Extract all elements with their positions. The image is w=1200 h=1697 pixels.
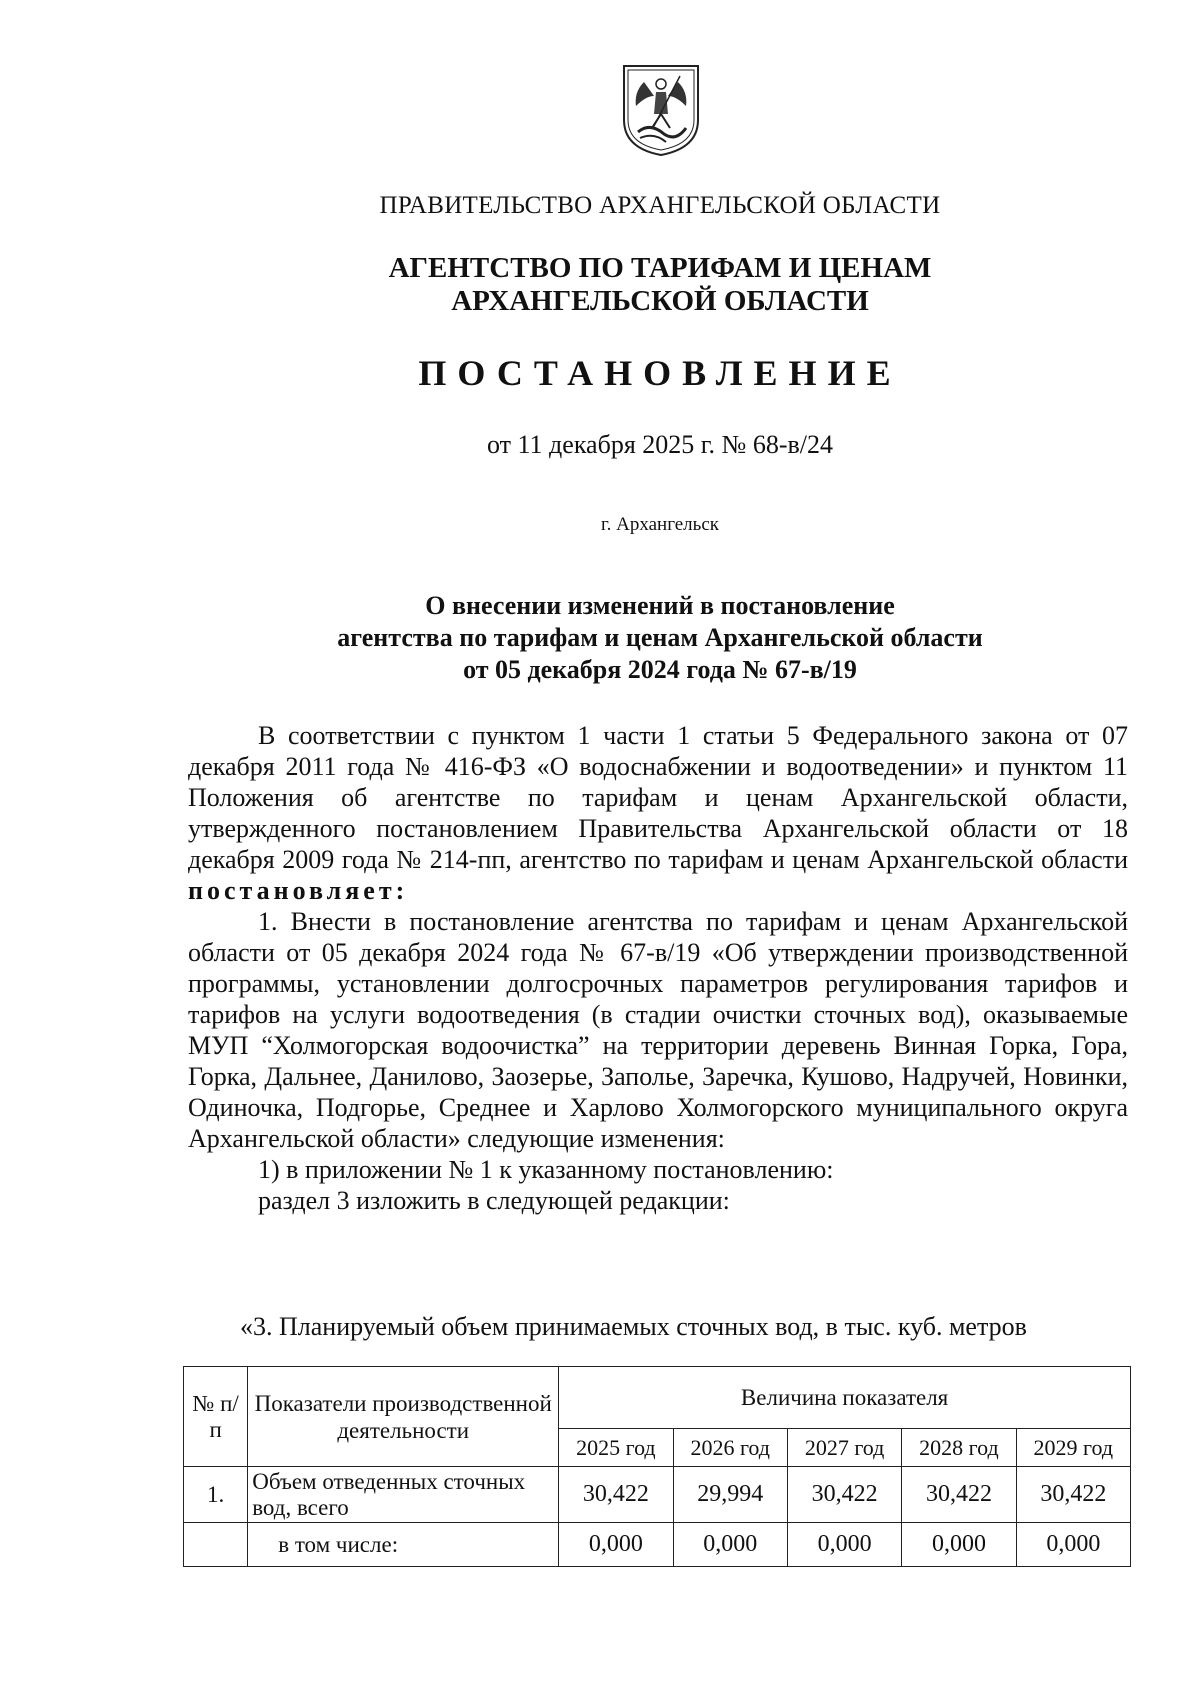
column-header-value: Величина показателя	[559, 1367, 1131, 1429]
row-number: 1.	[184, 1467, 248, 1523]
agency-name-line1: АГЕНТСТВО ПО ТАРИФАМ И ЦЕНАМ	[388, 252, 932, 284]
subject-line2: агентства по тарифам и ценам Архангельской области	[337, 623, 983, 652]
row-value: 30,422	[1016, 1467, 1130, 1523]
row-value: 0,000	[1016, 1523, 1130, 1567]
row-number	[184, 1523, 248, 1567]
row-value: 0,000	[787, 1523, 901, 1567]
government-name: ПРАВИТЕЛЬСТВО АРХАНГЕЛЬСКОЙ ОБЛАСТИ	[379, 192, 941, 219]
year-header: 2028 год	[902, 1429, 1016, 1467]
column-header-no: № п/п	[184, 1367, 248, 1467]
row-value: 30,422	[902, 1467, 1016, 1523]
document-type: ПОСТАНОВЛЕНИЕ	[418, 353, 902, 393]
row-value: 30,422	[787, 1467, 901, 1523]
year-header: 2027 год	[787, 1429, 901, 1467]
column-header-indicator: Показатели производственной деятельности	[248, 1367, 559, 1467]
year-header: 2025 год	[559, 1429, 673, 1467]
row-label: Объем отведенных сточных вод, всего	[248, 1467, 559, 1523]
arkhangelsk-coat-of-arms-icon	[620, 62, 702, 158]
clause-1-paragraph: 1. Внести в постановление агентства по тарифам и ценам Архангельской области от 05 декабря 2024 года № 67-в/19 «Об утверждении производственной программы, установлении долгосрочных параметров регулирования тарифов и тарифов на услуги водоотведения (в стадии очистки сточных вод), оказываемые МУП “Холмогорская водоочистка” на территории деревень Винная Горка, Гора, Горка, Дальнее, Данилово, Заозерье, Заполье, Заречка, Кушово, Надручей, Новинки, Одиночка, Подгорье, Среднее и Харлово Холмогорского муниципального округа Архангельской области» следующие изменения:	[188, 907, 1128, 1153]
document-city: г. Архангельск	[600, 514, 719, 535]
row-value: 0,000	[673, 1523, 787, 1567]
subject-line1: О внесении изменений в постановление	[425, 591, 895, 620]
table-header-row	[184, 1367, 1131, 1429]
row-value: 30,422	[559, 1467, 673, 1523]
row-label: в том числе:	[248, 1523, 559, 1567]
item-1-detail: раздел 3 изложить в следующей редакции:	[258, 1186, 730, 1215]
preamble-paragraph	[188, 720, 1128, 906]
table-row	[184, 1467, 1131, 1523]
table-row	[184, 1523, 1131, 1567]
preamble-text: В соответствии с пунктом 1 части 1 статьи 5 Федерального закона от 07 декабря 2011 года № 416-ФЗ «О водоснабжении и водоотведении» и пунктом 11 Положения об агентстве по тарифам и ценам Архангельской области, утвержденного постановлением Правительства Архангельской области от 18 декабря 2009 года № 214-пп, агентство по тарифам и ценам Архангельской области	[188, 721, 1128, 874]
section-3-title: «3. Планируемый объем принимаемых сточных вод, в тыс. куб. метров	[240, 1312, 1027, 1341]
item-1: 1) в приложении № 1 к указанному постановлению:	[258, 1155, 834, 1184]
row-value: 0,000	[559, 1523, 673, 1567]
year-header: 2029 год	[1016, 1429, 1130, 1467]
agency-name-line2: АРХАНГЕЛЬСКОЙ ОБЛАСТИ	[451, 285, 869, 317]
document-body	[188, 720, 1128, 1216]
decree-word: постановляет:	[188, 876, 409, 905]
document-subject	[0, 590, 1200, 686]
row-value: 29,994	[673, 1467, 787, 1523]
year-header: 2026 год	[673, 1429, 787, 1467]
agency-name	[0, 252, 1200, 318]
row-value: 0,000	[902, 1523, 1016, 1567]
document-date-number: от 11 декабря 2025 г. № 68-в/24	[487, 430, 833, 459]
subject-line3: от 05 декабря 2024 года № 67-в/19	[463, 655, 857, 684]
wastewater-volume-table	[183, 1366, 1131, 1567]
